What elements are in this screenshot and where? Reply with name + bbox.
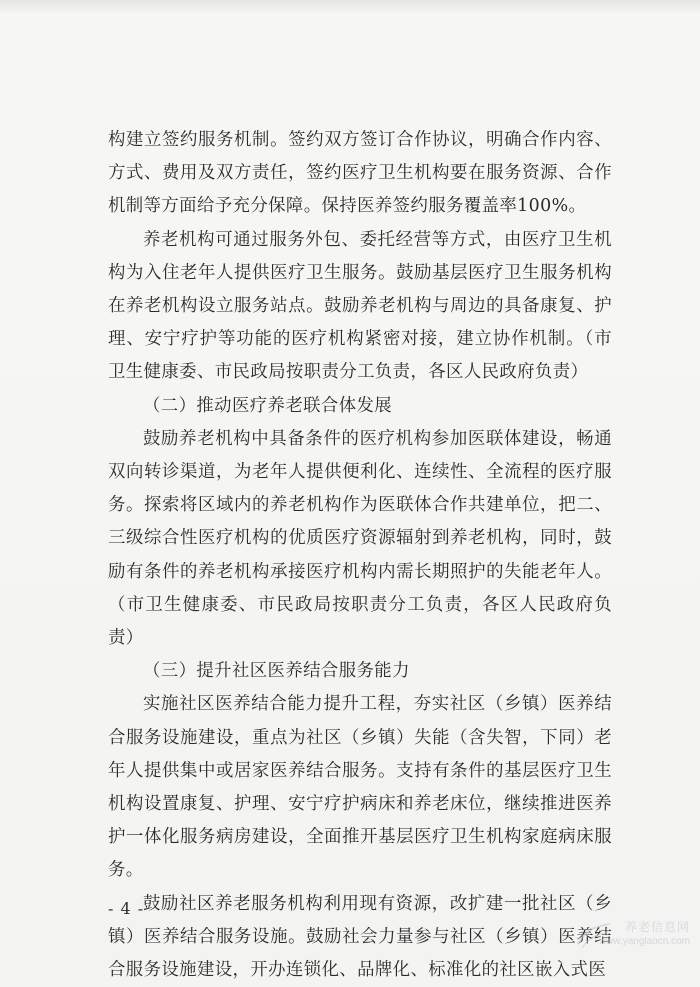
watermark [574, 916, 694, 956]
paragraph-community-facilities: 鼓励社区养老服务机构利用现有资源，改扩建一批社区（乡镇）医养结合服务设施。鼓励社会力量参与社区（乡镇）医养结合服务设施建设，开办连锁化、品牌化、标准化的社区嵌入式医 [108, 893, 612, 981]
scan-edge-shadow [0, 0, 700, 14]
page-number: - 4 - [108, 899, 145, 918]
watermark-url: www.yanglaocn.com [598, 936, 690, 947]
section-heading-3: （三）提升社区医养结合服务能力 [143, 661, 410, 682]
paragraph-community-capacity: 实施社区医养结合能力提升工程，夯实社区（乡镇）医养结合服务设施建设，重点为社区（乡镇）失能（含失智，下同）老年人提供集中或居家医养结合服务。支持有条件的基层医疗卫生机构设置康复、护理、安宁疗护病床和养老床位，继续推进医养护一体化服务病房建设，全面推开基层医疗卫生机构家庭病床服务。 [108, 694, 612, 881]
section-heading-2: （二）推动医疗养老联合体发展 [143, 395, 393, 416]
document-body [108, 124, 612, 987]
paragraph-elder-care-outsourcing: 养老机构可通过服务外包、委托经营等方式，由医疗卫生机构为入住老年人提供医疗卫生服务。鼓励基层医疗卫生服务机构在养老机构设立服务站点。鼓励养老机构与周边的具备康复、护理、安宁疗护等功能的医疗机构紧密对接，建立协作机制。（市卫生健康委、市民政局按职责分工负责，各区人民政府负责） [108, 229, 612, 383]
paragraph-medical-alliance: 鼓励养老机构中具备条件的医疗机构参加医联体建设，畅通双向转诊渠道，为老年人提供便利化、连续性、全流程的医疗服务。探索将区域内的养老机构作为医联体合作共建单位，把二、三级综合性医疗机构的优质医疗资源辐射到养老机构，同时，鼓励有条件的养老机构承接医疗机构内需长期照护的失能老年人。（市卫生健康委、市民政局按职责分工负责，各区人民政府负责） [108, 428, 612, 649]
paragraph-continuation: 构建立签约服务机制。签约双方签订合作协议，明确合作内容、方式、费用及双方责任，签约医疗卫生机构要在服务资源、合作机制等方面给予充分保障。保持医养签约服务覆盖率100%。 [108, 130, 612, 217]
watermark-site-name: 养老信息网 [624, 920, 690, 934]
